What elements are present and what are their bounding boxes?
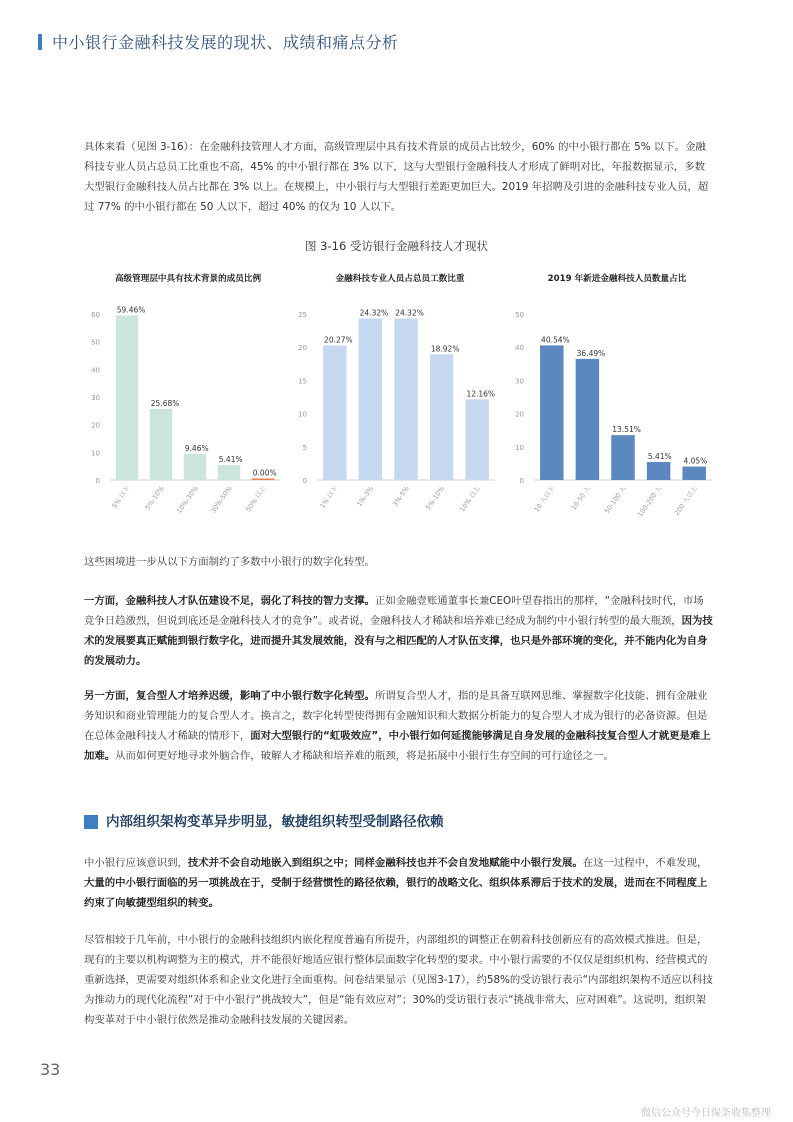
data-label: 40.54% xyxy=(541,335,570,345)
body-paragraph-4 xyxy=(84,853,714,913)
data-label: 5.41% xyxy=(647,452,672,462)
x-tick-label: 10 人以下 xyxy=(532,484,557,514)
body-text: 正如金融壹账通董事长兼CEO叶望春指出的那样，“金融科技时代，市场竞争日趋激烈，但说到底还是金融科技人才的竞争”。或者说，金融科技人才稀缺和培养难已经成为制约中小银行转型的最大瓶颈， xyxy=(84,595,704,627)
bold-lead: 另一方面，复合型人才培养迟缓，影响了中小银行数字化转型。 xyxy=(84,690,375,702)
y-tick-label: 10 xyxy=(298,410,307,419)
chart-plot-area xyxy=(88,294,288,534)
section-square-icon xyxy=(84,815,98,829)
data-label: 24.32% xyxy=(359,308,389,318)
x-tick-label: 5% 以下 xyxy=(110,484,132,510)
chart-new-hires-ratio xyxy=(512,272,722,532)
intro-paragraph: 具体来看（见图 3-16）：在金融科技管理人才方面，高级管理层中具有技术背景的成员占比较少，60% 的中小银行都在 5% 以下。金融科技专业人员占总员工比重也不高，45% 的中小银行都在 3% 以下，这与大型银行金融科技人才形成了鲜明对比，年报数据显示，多数大型银行金融科技人员占比都在 3% 以上。在规模上，中小银行与大型银行差距更加巨大。2019 年招聘及引进的金融科技专业人员，超过 77% 的中小银行都在 50 人以下，超过 40% 的仅为 10 人以下。 xyxy=(84,141,709,213)
page-number: 33 xyxy=(40,1060,61,1079)
body-text: 所谓复合型人才，指的是具备互联网思维、掌握数字化技能、拥有金融业务知识和商业管理能力的复合型人才。换言之，数字化转型使得拥有金融知识和大数据分析能力的复合型人才成为银行的必备资源。但是在总体金融科技人才稀缺的情形下， xyxy=(84,690,708,742)
chart-title: 金融科技专业人员占总员工数比重 xyxy=(335,274,465,284)
data-label: 24.32% xyxy=(395,308,424,318)
data-label: 12.16% xyxy=(466,389,496,399)
chart-title: 高级管理层中具有技术背景的成员比例 xyxy=(114,274,262,284)
body-text: 从而如何更好地寻求外脑合作，破解人才稀缺和培养难的瓶颈，将是拓展中小银行生存空间的可行途径之一。 xyxy=(115,750,614,762)
y-tick-label: 10 xyxy=(91,449,100,458)
data-label: 4.05% xyxy=(683,456,708,466)
bold-text: 面对大型银行的“虹吸效应”，中小银行如何延揽能够满足自身发展的金融科技复合型人才就更是难上加难。 xyxy=(84,730,711,762)
y-tick-label: 40 xyxy=(515,344,524,353)
data-label: 18.92% xyxy=(430,344,460,354)
body-paragraph-1: 这些困境进一步从以下方面制约了多数中小银行的数字化转型。 xyxy=(84,556,375,568)
section-heading xyxy=(84,812,714,834)
bar xyxy=(150,409,172,480)
bar xyxy=(647,462,670,480)
bar xyxy=(252,479,274,481)
bar xyxy=(184,454,206,480)
y-tick-label: 10 xyxy=(515,443,524,452)
header-title: 中小银行金融科技发展的现状、成绩和痛点分析 xyxy=(52,33,399,52)
bar xyxy=(218,465,240,480)
bar xyxy=(394,319,417,480)
body-text: 中小银行应该意识到， xyxy=(84,857,188,869)
figure-title: 图 3-16 受访银行金融科技人才现状 xyxy=(305,239,488,253)
y-tick-label: 50 xyxy=(91,338,100,347)
y-tick-label: 15 xyxy=(298,377,307,386)
x-tick-label: 10-50 人 xyxy=(569,484,593,512)
y-tick-label: 40 xyxy=(91,366,100,375)
x-tick-label: 1%-3% xyxy=(355,484,376,508)
body-paragraph-5: 尽管相较于几年前，中小银行的金融科技组织内嵌化程度普遍有所提升，内部组织的调整正在朝着科技创新应有的高效模式推进。但是，现有的主要以机构调整为主的模式，并不能很好地适应银行整体层面数字化转型的要求。中小银行需要的不仅仅是组织机构、经营模式的重新选择，更需要对组织体系和企业文化进行全面重构。问卷结果显示（见图3-17），约58%的受访银行表示“内部组织架构不适应以科技为推动力的现代化流程”对于中小银行“挑战较大”，但是“能有效应对”；30%的受访银行表示“挑战非常大，应对困难”。这说明，组织架构变革对于中小银行依然是推动金融科技发展的关键因素。 xyxy=(84,934,713,1026)
bar xyxy=(323,345,346,480)
data-label: 5.41% xyxy=(218,455,243,465)
bar xyxy=(682,467,705,480)
x-tick-label: 100-200 人 xyxy=(636,484,664,519)
x-tick-label: 5%-10% xyxy=(424,484,447,512)
watermark: 微信公众号今日保条收集整理 xyxy=(641,1108,771,1119)
x-tick-label: 200 人以上 xyxy=(672,484,699,517)
x-tick-label: 30%-50% xyxy=(209,484,234,515)
bar xyxy=(540,345,563,480)
x-tick-label: 3%-5% xyxy=(390,484,411,508)
chart-plot-area xyxy=(295,294,505,534)
body-paragraph-2 xyxy=(84,591,714,671)
x-tick-label: 10% 以上 xyxy=(458,484,482,514)
data-label: 59.46% xyxy=(116,305,146,315)
body-paragraph-3 xyxy=(84,686,714,766)
bold-lead: 一方面，金融科技人才队伍建设不足，弱化了科技的智力支撑。 xyxy=(84,595,375,607)
x-tick-label: 5%-10% xyxy=(143,484,166,512)
data-label: 25.68% xyxy=(150,398,180,408)
chart-senior-mgmt-tech-ratio xyxy=(88,272,288,532)
y-tick-label: 0 xyxy=(519,477,524,485)
data-label: 9.46% xyxy=(184,443,209,453)
data-label: 36.49% xyxy=(576,348,606,358)
chart-plot-area xyxy=(512,294,722,534)
y-tick-label: 0 xyxy=(95,477,100,485)
y-tick-label: 20 xyxy=(515,410,524,419)
y-tick-label: 20 xyxy=(91,421,100,430)
data-label: 0.00% xyxy=(252,468,277,478)
bold-text: 技术并不会自动地嵌入到组织之中；同样金融科技也并不会自发地赋能中小银行发展。 xyxy=(187,857,583,869)
bar xyxy=(116,315,138,480)
y-tick-label: 0 xyxy=(302,477,307,485)
x-tick-label: 1% 以下 xyxy=(318,484,340,510)
bar xyxy=(465,399,488,480)
bold-text: 大量的中小银行面临的另一项挑战在于，受制于经营惯性的路径依赖，银行的战略文化、组织体系滞后于技术的发展，进而在不同程度上约束了向敏捷型组织的转变。 xyxy=(84,877,708,909)
y-tick-label: 25 xyxy=(298,311,307,319)
bar xyxy=(576,359,599,480)
bold-text: 因为技术的发展要真正赋能到银行数字化，进而提升其发展效能，没有与之相匹配的人才队伍支撑，也只是外部环境的变化，并不能内化为自身的发展动力。 xyxy=(84,615,713,667)
chart-title: 2019 年新进金融科技人员数量占比 xyxy=(547,274,687,284)
x-tick-label: 10%-30% xyxy=(175,484,200,515)
body-text: 在这一过程中，不难发现， xyxy=(582,857,708,869)
x-tick-label: 50% 以上 xyxy=(244,484,268,514)
y-tick-label: 30 xyxy=(91,394,100,402)
header-accent-bar xyxy=(38,34,42,50)
chart-fintech-staff-ratio xyxy=(295,272,505,532)
y-tick-label: 20 xyxy=(298,344,307,353)
y-tick-label: 5 xyxy=(302,443,307,452)
x-tick-label: 50-100 人 xyxy=(602,484,628,516)
bar xyxy=(611,435,634,480)
bar xyxy=(430,354,453,480)
y-tick-label: 30 xyxy=(515,377,524,386)
bar xyxy=(359,319,382,480)
data-label: 20.27% xyxy=(324,335,353,345)
data-label: 13.51% xyxy=(612,425,641,435)
y-tick-label: 60 xyxy=(91,311,100,319)
y-tick-label: 50 xyxy=(515,311,524,319)
section-title: 内部组织架构变革异步明显，敏捷组织转型受制路径依赖 xyxy=(106,814,444,830)
